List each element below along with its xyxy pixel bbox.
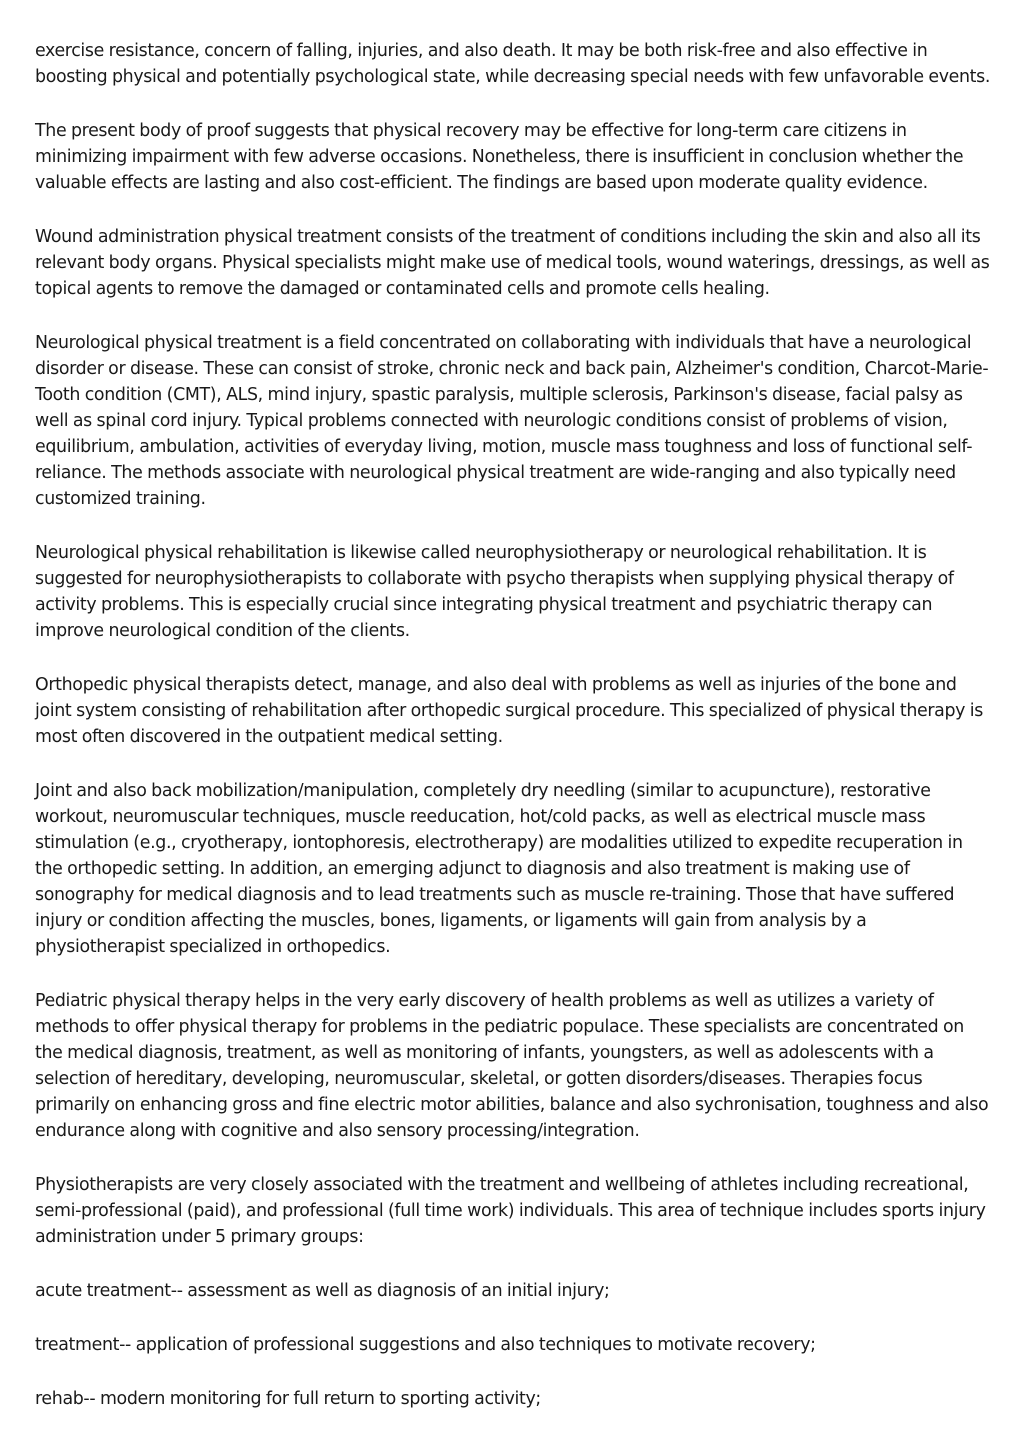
paragraph: Orthopedic physical therapists detect, manage, and also deal with problems as well as injuries of the bone and joint system consisting of rehabilitation after orthopedic surgical procedure. This specialized of physical therapy is most often discovered in the outpatient medical setting. <box>35 675 983 747</box>
paragraph: Joint and also back mobilization/manipulation, completely dry needling (similar to acupuncture), restorative workout, neuromuscular techniques, muscle reeducation, hot/cold packs, as well as electrical muscle mass stimulation (e.g., cryotherapy, iontophoresis, electrotherapy) are modalities utilized to expedite recuperation in the orthopedic setting. In addition, an emerging adjunct to diagnosis and also treatment is making use of sonography for medical diagnosis and to lead treatments such as muscle re-training. Those that have suffered injury or condition affecting the muscles, bones, ligaments, or ligaments will gain from analysis by a physiotherapist specialized in orthopedics. <box>35 781 963 957</box>
paragraph: exercise resistance, concern of falling, injuries, and also death. It may be both risk-free and also effective in boosting physical and potentially psychological state, while decreasing special needs with few unfavorable events. <box>35 41 991 87</box>
list-item: treatment-- application of professional suggestions and also techniques to motivate recovery; <box>35 1335 816 1355</box>
paragraph: Wound administration physical treatment consists of the treatment of conditions including the skin and also all its relevant body organs. Physical specialists might make use of medical tools, wound waterings, dressings, as well as topical agents to remove the damaged or contaminated cells and promote cells healing. <box>35 227 990 299</box>
document-body <box>35 38 993 1440</box>
list-item: acute treatment-- assessment as well as diagnosis of an initial injury; <box>35 1281 610 1301</box>
paragraph: Neurological physical treatment is a field concentrated on collaborating with individuals that have a neurological disorder or disease. These can consist of stroke, chronic neck and back pain, Alzheimer's condition, Charcot-Marie-Tooth condition (CMT), ALS, mind injury, spastic paralysis, multiple sclerosis, Parkinson's disease, facial palsy as well as spinal cord injury. Typical problems connected with neurologic conditions consist of problems of vision, equilibrium, ambulation, activities of everyday living, motion, muscle mass toughness and loss of functional self-reliance. The methods associate with neurological physical treatment are wide-ranging and also typically need customized training. <box>35 333 989 509</box>
paragraph: The present body of proof suggests that physical recovery may be effective for long-term care citizens in minimizing impairment with few adverse occasions. Nonetheless, there is insufficient in conclusion whether the valuable effects are lasting and also cost-efficient. The findings are based upon moderate quality evidence. <box>35 121 964 193</box>
paragraph: Physiotherapists are very closely associated with the treatment and wellbeing of athletes including recreational, semi-professional (paid), and professional (full time work) individuals. This area of technique includes sports injury administration under 5 primary groups: <box>35 1175 986 1247</box>
paragraph: Neurological physical rehabilitation is likewise called neurophysiotherapy or neurological rehabilitation. It is suggested for neurophysiotherapists to collaborate with psycho therapists when supplying physical therapy of activity problems. This is especially crucial since integrating physical treatment and psychiatric therapy can improve neurological condition of the clients. <box>35 543 954 641</box>
paragraph: Pediatric physical therapy helps in the very early discovery of health problems as well as utilizes a variety of methods to offer physical therapy for problems in the pediatric populace. These specialists are concentrated on the medical diagnosis, treatment, as well as monitoring of infants, youngsters, as well as adolescents with a selection of hereditary, developing, neuromuscular, skeletal, or gotten disorders/diseases. Therapies focus primarily on enhancing gross and fine electric motor abilities, balance and also sychronisation, toughness and also endurance along with cognitive and also sensory processing/integration. <box>35 991 989 1141</box>
list-item: rehab-- modern monitoring for full return to sporting activity; <box>35 1389 541 1409</box>
